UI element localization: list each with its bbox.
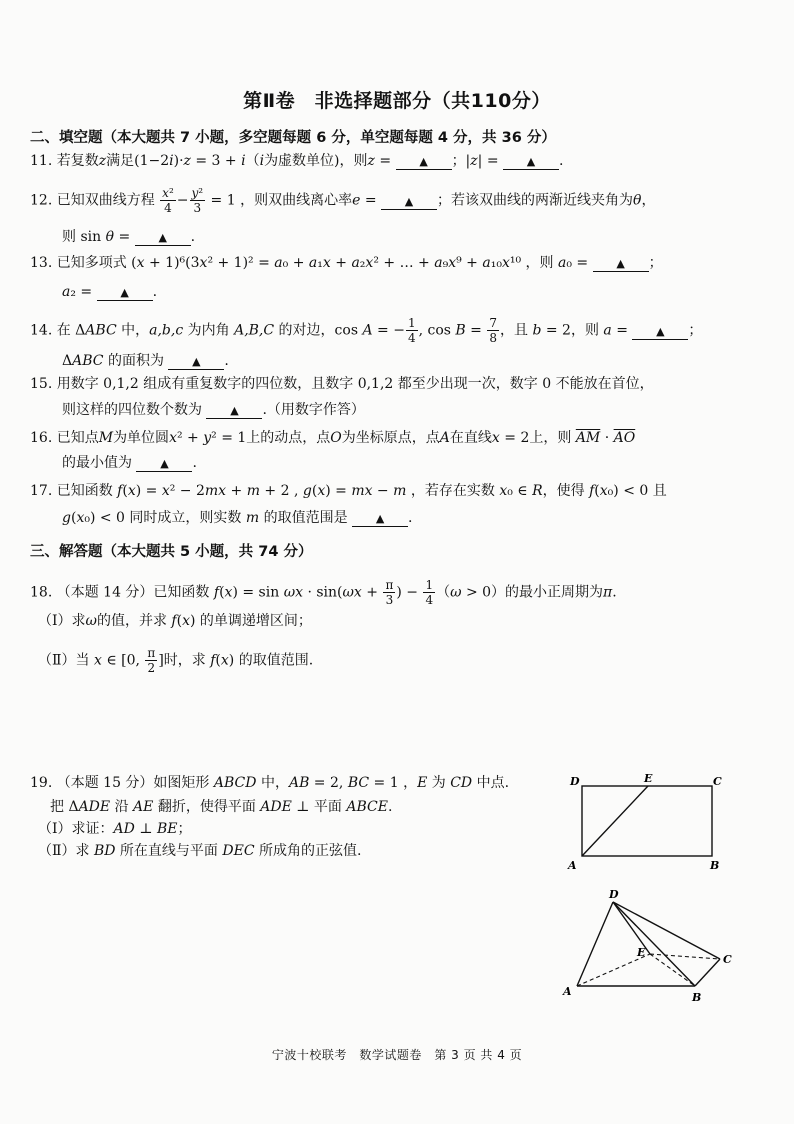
label-e: E xyxy=(644,772,653,785)
answer-blank[interactable] xyxy=(97,285,153,301)
triangle-icon: ▲ xyxy=(375,512,385,525)
label-b: B xyxy=(710,859,720,872)
triangle-icon: ▲ xyxy=(192,355,201,368)
question-19: 19. （本题 15 分）如图矩形 ABCD 中，AB = 2, BC = 1 ，E 为 CD 中点. xyxy=(30,775,510,791)
question-16-line2: 的最小值为 ▲ . xyxy=(62,455,197,471)
question-18-part1: （Ⅰ）求ω的值，并求 f(x) 的单调递增区间； xyxy=(38,613,312,629)
label-d: D xyxy=(609,888,619,901)
answer-blank[interactable] xyxy=(136,456,192,472)
edge-eb xyxy=(650,954,695,986)
section-heading-fill-in: 二、填空题（本大题共 7 小题，多空题每题 6 分，单空题每题 4 分，共 36 分） xyxy=(30,130,556,146)
question-16: 16. 已知点M为单位圆x² + y² = 1上的动点，点O为坐标原点，点A在直线x = 2上，则 $\overline{AM} \cdot \overline{AO}$ xyxy=(30,430,636,446)
question-11: 11. 若复数z满足(1−2i)·z = 3 + i（i为虚数单位)，则z = ▲ ；|z| = ▲ . xyxy=(30,153,564,169)
triangle-icon: ▲ xyxy=(616,257,625,270)
label-a: A xyxy=(563,985,572,998)
edge-db xyxy=(613,902,695,986)
section-heading-solutions: 三、解答题（本大题共 5 小题，共 74 分） xyxy=(30,544,313,560)
answer-blank[interactable] xyxy=(396,154,452,170)
question-18: 18. （本题 14 分）已知函数 f(x) = sin ωx · sin(ωx + $\frac{\pi}{3}$ ) − $\frac{1}{4}$ （ω > 0）的最小正周期为π. xyxy=(30,578,617,607)
question-17-line2: g(x₀) < 0 同时成立，则实数 m 的取值范围是 ▲ . xyxy=(62,510,413,526)
triangle-icon: ▲ xyxy=(419,155,428,168)
question-14: 14. 在 ΔABC 中，a,b,c 为内角 A,B,C 的对边，cos A = − $\frac{1}{4}$ , cos B = $\frac{7}{8}$ ，且 b = 2，则 a = ▲ ； xyxy=(30,316,703,345)
page-title: 第Ⅱ卷 非选择题部分（共110分） xyxy=(243,90,551,112)
triangle-icon: ▲ xyxy=(526,155,536,168)
answer-blank[interactable] xyxy=(135,230,191,246)
triangle-icon: ▲ xyxy=(158,231,167,244)
edge-dc xyxy=(613,902,720,959)
question-12: 12. 已知双曲线方程 $\frac{\text{x²}}{4}$ − $\frac{\text{y²}}{3}$ = 1 ，则双曲线离心率e = ▲ ；若该双曲线的两渐近线夹角为θ， xyxy=(30,186,656,215)
triangle-icon: ▲ xyxy=(120,286,129,299)
page-footer: 宁波十校联考 数学试题卷 第 3 页 共 4 页 xyxy=(271,1048,523,1062)
question-15-line2: 则这样的四位数个数为 ▲ .（用数字作答） xyxy=(62,402,365,418)
segment-ae xyxy=(582,786,648,856)
rectangle-figure xyxy=(560,768,735,878)
label-b: B xyxy=(692,991,702,1004)
question-17: 17. 已知函数 f(x) = x² − 2mx + m + 2 , g(x) = mx − m ，若存在实数 x₀ ∈ R，使得 f(x₀) < 0 且 xyxy=(30,483,667,499)
edge-bc xyxy=(695,959,720,986)
rectangle-abcd xyxy=(582,786,712,856)
answer-blank[interactable] xyxy=(381,194,437,210)
label-d: D xyxy=(570,775,580,788)
question-19-part1: （Ⅰ）求证：AD ⊥ BE； xyxy=(38,821,192,837)
question-19-part2: （Ⅱ）求 BD 所在直线与平面 DEC 所成角的正弦值. xyxy=(38,843,362,859)
edge-da xyxy=(577,902,613,986)
triangle-icon: ▲ xyxy=(160,457,169,470)
triangle-icon: ▲ xyxy=(230,404,239,417)
answer-blank[interactable] xyxy=(168,354,224,370)
question-14-line2: ΔABC 的面积为 ▲ . xyxy=(62,353,229,369)
question-13: 13. 已知多项式 (x + 1)⁶(3x² + 1)² = a₀ + a₁x + a₂x² + … + a₉x⁹ + a₁₀x¹⁰ ，则 a₀ = ▲ ； xyxy=(30,255,663,271)
label-c: C xyxy=(713,775,722,788)
label-e: E xyxy=(637,946,646,959)
answer-blank[interactable] xyxy=(503,154,559,170)
edge-ec xyxy=(650,954,720,959)
answer-blank[interactable] xyxy=(593,256,649,272)
question-19-line2: 把 ΔADE 沿 AE 翻折，使得平面 ADE ⊥ 平面 ABCE. xyxy=(50,799,393,815)
triangle-icon: ▲ xyxy=(656,324,665,338)
pyramid-figure xyxy=(555,884,745,1006)
question-12-line2: 则 sin θ = ▲ . xyxy=(62,229,196,245)
question-18-part2: （Ⅱ）当 x ∈ [0, $\frac{\pi}{2}$ ]时，求 f(x) 的取值范围. xyxy=(38,646,314,675)
question-15: 15. 用数字 0,1,2 组成有重复数字的四位数，且数字 0,1,2 都至少出现一次，数字 0 不能放在首位， xyxy=(30,376,654,392)
label-a: A xyxy=(568,859,577,872)
triangle-icon: ▲ xyxy=(404,194,414,208)
answer-blank[interactable] xyxy=(352,511,408,527)
answer-blank[interactable] xyxy=(206,403,262,419)
answer-blank[interactable] xyxy=(632,324,688,340)
question-13-line2: a₂ = ▲ . xyxy=(62,284,158,300)
label-c: C xyxy=(723,953,732,966)
